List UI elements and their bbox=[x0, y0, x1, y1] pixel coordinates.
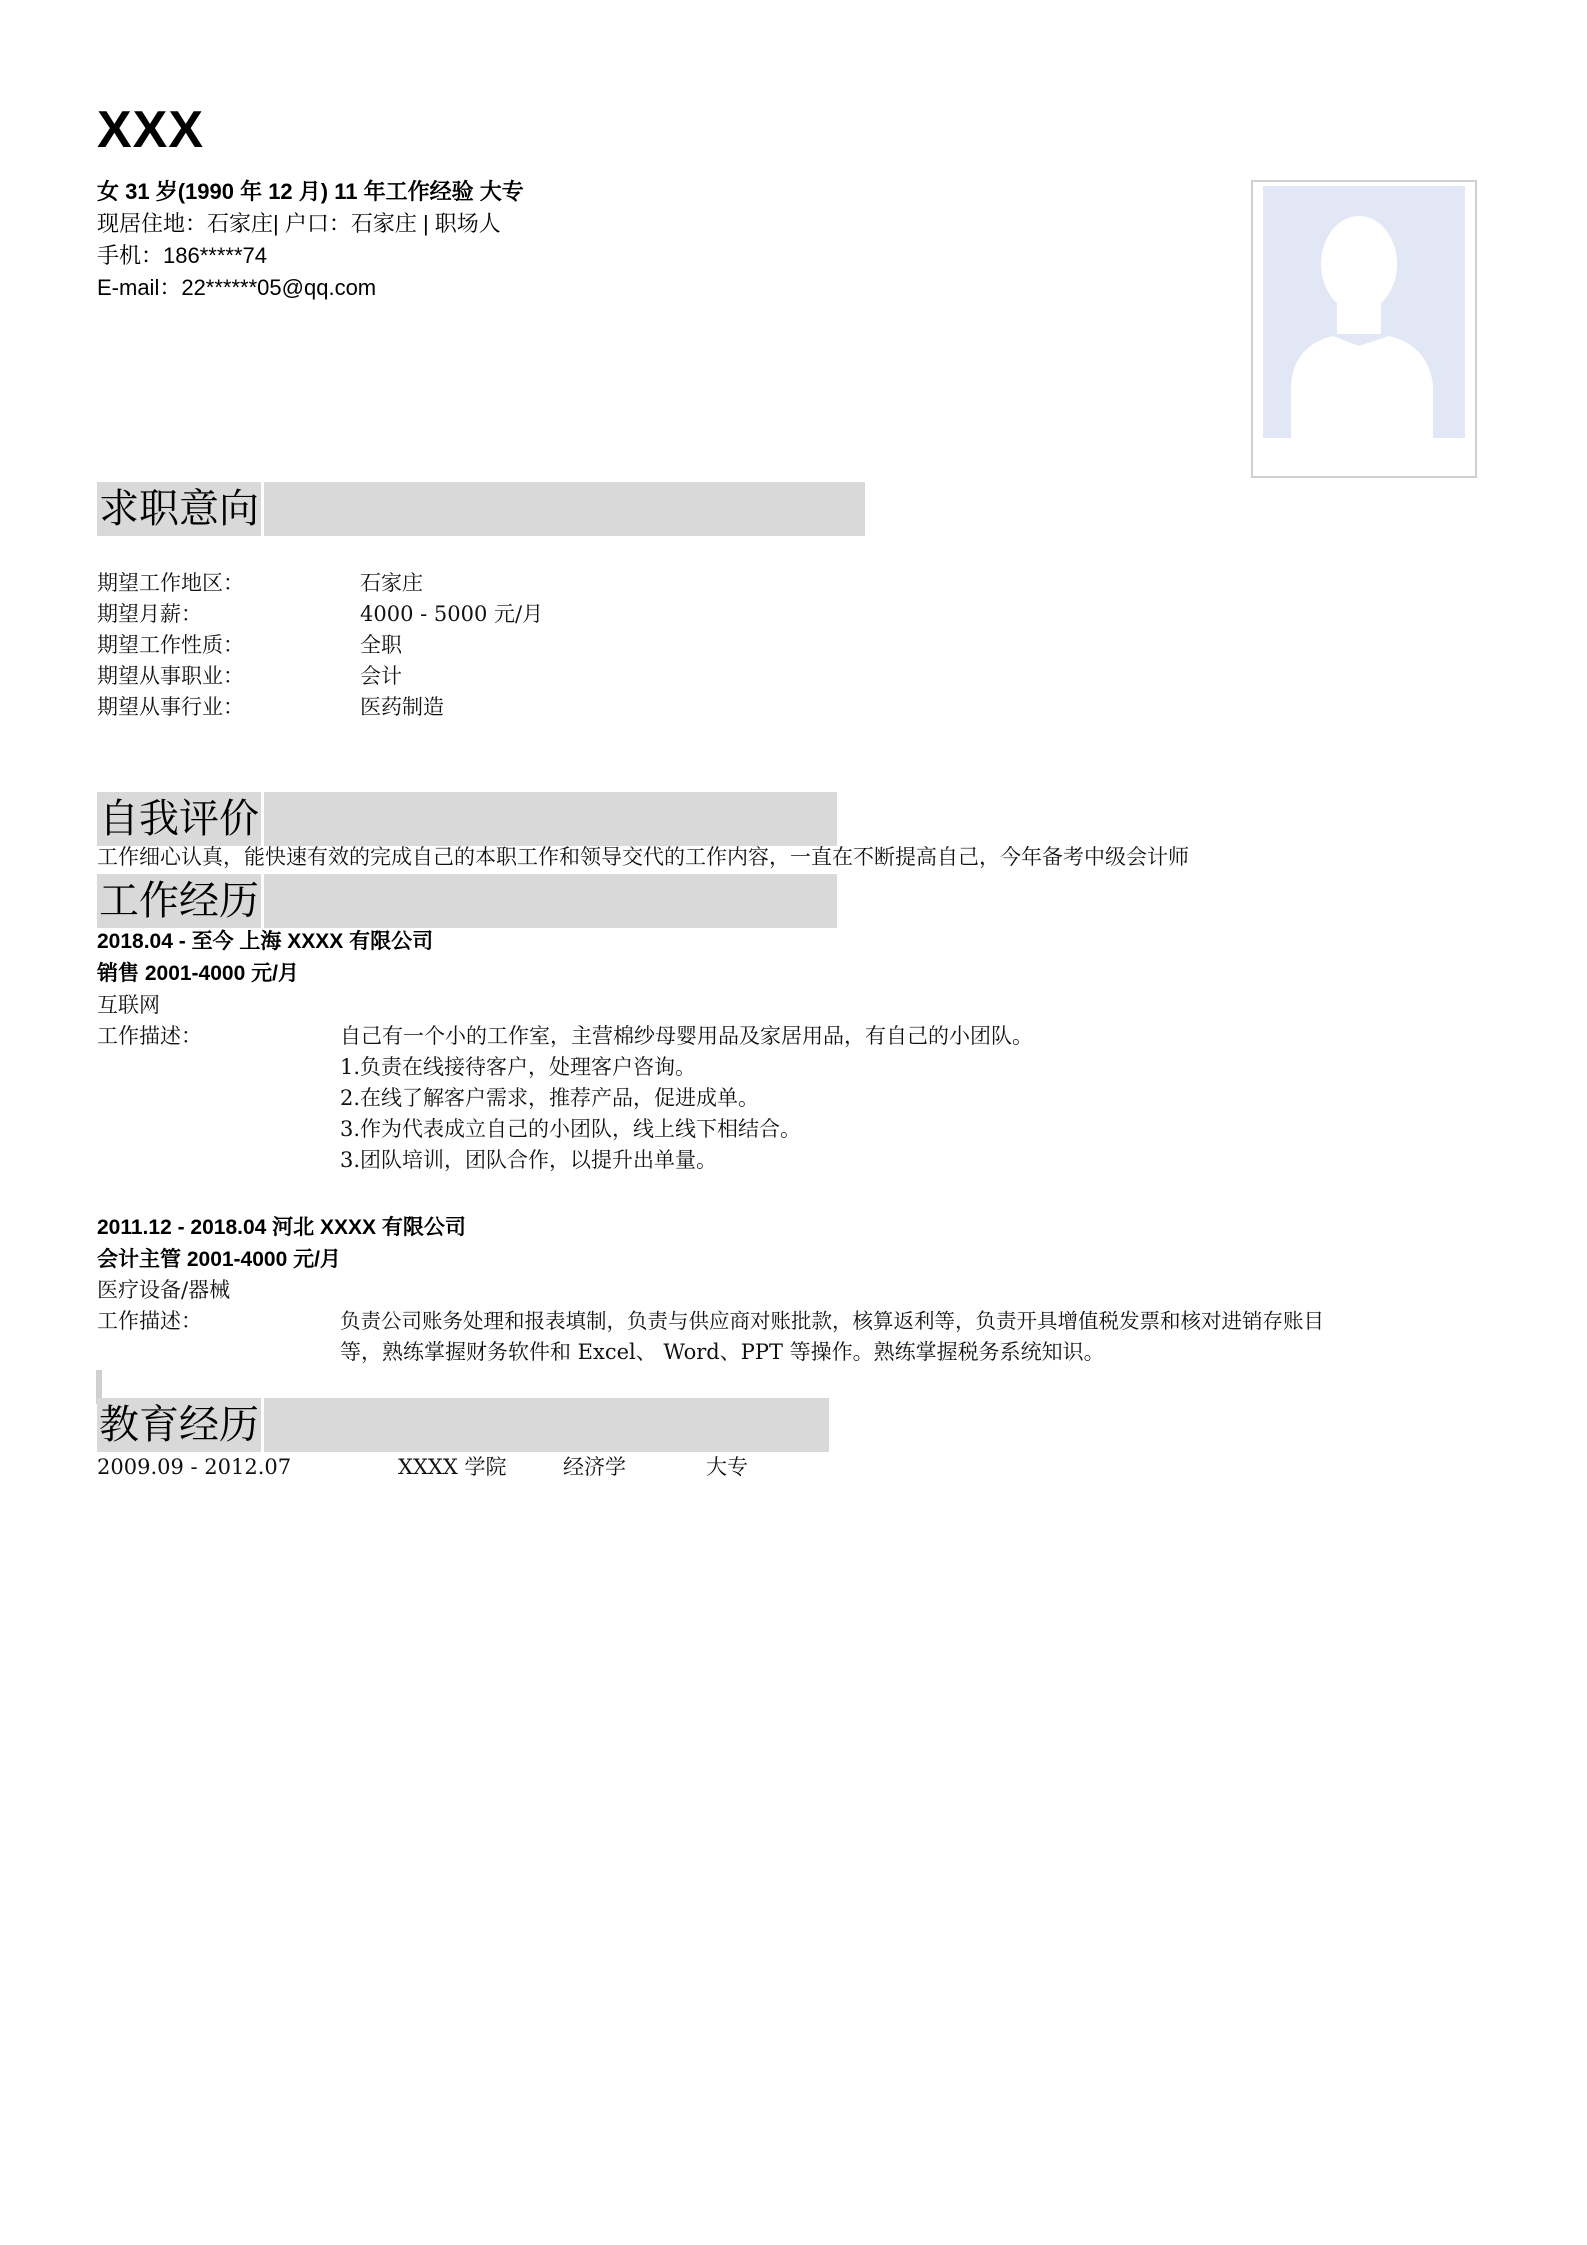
job-desc-line: 2.在线了解客户需求，推荐产品，促进成单。 bbox=[340, 1086, 760, 1110]
section-title: 工作经历 bbox=[97, 874, 261, 928]
basic-info: 女 31 岁(1990 年 12 月) 11 年工作经验 大专 bbox=[97, 179, 524, 204]
job-position-salary: 销售 2001-4000 元/月 bbox=[97, 962, 299, 985]
intention-label: 期望工作性质： bbox=[97, 633, 244, 657]
job-desc-line: 3.团队培训，团队合作，以提升出单量。 bbox=[340, 1148, 718, 1172]
job-period-company: 2018.04 - 至今 上海 XXXX 有限公司 bbox=[97, 930, 434, 953]
job-industry: 医疗设备/器械 bbox=[97, 1278, 231, 1302]
education-degree: 大专 bbox=[706, 1455, 748, 1479]
job-desc-line: 3.作为代表成立自己的小团队，线上线下相结合。 bbox=[340, 1117, 802, 1141]
section-title-bar bbox=[264, 874, 837, 928]
job-desc-line: 负责公司账务处理和报表填制，负责与供应商对账批款，核算返利等，负责开具增值税发票和核对进销存账目 bbox=[340, 1309, 1324, 1333]
intention-label: 期望月薪： bbox=[97, 602, 202, 626]
section-title: 教育经历 bbox=[97, 1398, 261, 1452]
job-desc-line: 自己有一个小的工作室，主营棉纱母婴用品及家居用品，有自己的小团队。 bbox=[340, 1024, 1033, 1048]
section-title: 求职意向 bbox=[97, 482, 261, 536]
job-desc-label: 工作描述： bbox=[97, 1024, 202, 1048]
intention-value: 全职 bbox=[360, 633, 402, 657]
job-desc-label: 工作描述： bbox=[97, 1309, 202, 1333]
job-position-salary: 会计主管 2001-4000 元/月 bbox=[97, 1248, 341, 1271]
self-evaluation-text: 工作细心认真，能快速有效的完成自己的本职工作和领导交代的工作内容，一直在不断提高自己，今年备考中级会计师 bbox=[97, 845, 1189, 869]
intention-value: 医药制造 bbox=[360, 695, 444, 719]
candidate-name: XXX bbox=[97, 101, 205, 159]
job-industry: 互联网 bbox=[97, 993, 160, 1017]
job-period-company: 2011.12 - 2018.04 河北 XXXX 有限公司 bbox=[97, 1216, 466, 1239]
intention-label: 期望工作地区： bbox=[97, 571, 244, 595]
job-desc-line: 等，熟练掌握财务软件和 Excel、 Word、PPT 等操作。熟练掌握税务系统知识。 bbox=[340, 1340, 1105, 1364]
education-period: 2009.09 - 2012.07 bbox=[97, 1455, 292, 1479]
residence-info: 现居住地：石家庄| 户口：石家庄 | 职场人 bbox=[97, 211, 501, 236]
intention-value: 石家庄 bbox=[360, 571, 423, 595]
education-major: 经济学 bbox=[563, 1455, 626, 1479]
section-title-bar bbox=[264, 482, 865, 536]
job-desc-line: 1.负责在线接待客户，处理客户咨询。 bbox=[340, 1055, 697, 1079]
avatar-silhouette-icon bbox=[1263, 186, 1465, 438]
section-title: 自我评价 bbox=[97, 792, 261, 846]
intention-label: 期望从事行业： bbox=[97, 695, 244, 719]
email: E-mail：22******05@qq.com bbox=[97, 275, 377, 300]
phone: 手机：186*****74 bbox=[97, 243, 267, 268]
intention-value: 4000 - 5000 元/月 bbox=[360, 602, 544, 626]
profile-photo bbox=[1251, 180, 1477, 478]
section-title-bar bbox=[264, 1398, 829, 1452]
intention-value: 会计 bbox=[360, 664, 402, 688]
education-school: XXXX 学院 bbox=[398, 1455, 507, 1479]
section-title-bar bbox=[264, 792, 837, 846]
intention-label: 期望从事职业： bbox=[97, 664, 244, 688]
